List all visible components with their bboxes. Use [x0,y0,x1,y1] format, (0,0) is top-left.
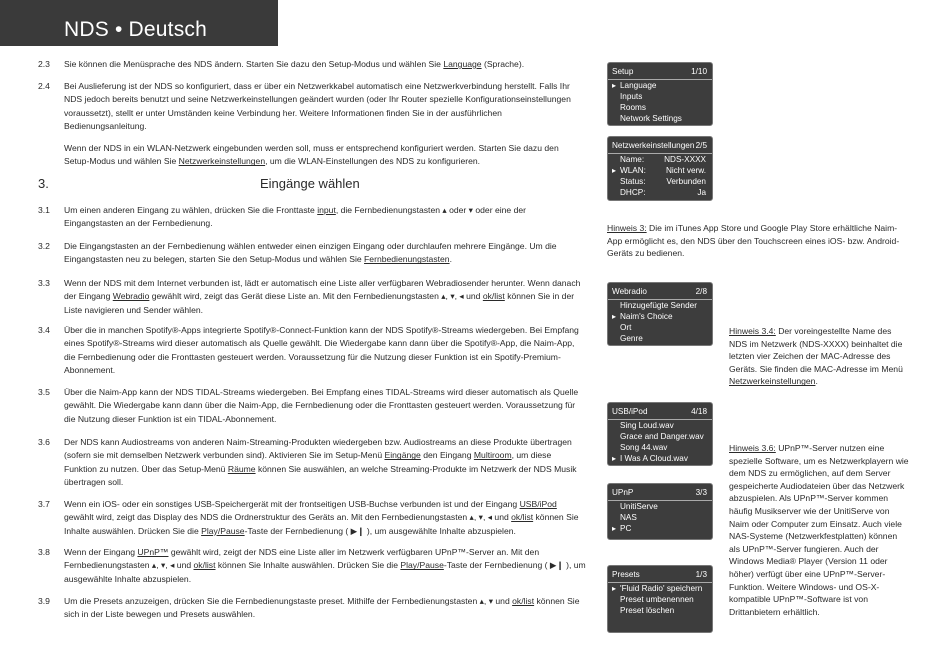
paragraph-text: Bei Auslieferung ist der NDS so konfiguriert, dass er über ein Netzwerkkabel automatisch eine Netzwerkverbindung herstellt. Falls Ihr NDS jedoch bereits benutzt und seine Netzwerkeinstellungen geändert wurden (oder Ihr Router spezielle Konfigurationseinstellungen voraussetzt), stellt er unter Umständen keine Verbindung her. Weitere Informationen finden Sie in der ausführlichen Bedienungsanleitung. [64,81,571,132]
menu-item: ▸ Language [608,80,712,91]
ok-list-link: ok/list [512,596,535,606]
upnp-link: UPnP™ [137,547,169,557]
menu-item: Hinzugefügte Sender [620,301,697,310]
paragraph-text: gewählt wird, zeigt das Display des NDS die Ordnerstruktur des Geräts an. Mit den Fernbedienungstasten ▴, ▾, ◂ und [64,512,512,523]
menu-item: Genre [620,334,643,343]
rooms-link: Räume [227,463,256,474]
paragraph-number: 3.6 [38,437,50,447]
paragraph-text: -Taste der Fernbedienung ( ▶❙ ), um ausgewählte Inhalte abzuspielen. [244,525,516,536]
menu-item: ▸ 'Fluid Radio' speichern [608,583,712,594]
menu-item: Inputs [620,92,643,101]
paragraph-text: können Sie Inhalte auswählen. Drücken Sie die [64,512,579,536]
menu-item: UnitiServe [620,502,658,511]
screen-page: 2/5 [695,141,707,150]
play-pause-link: Play/Pause [400,560,444,571]
setting-key: Status: [620,177,646,186]
remote-keys-link: Fernbedienungstasten [364,254,450,265]
note-3 [607,222,907,260]
paragraph-number: 3.7 [38,499,50,509]
usb-ipod-screen [607,402,713,466]
paragraph-text: Sie können die Menüsprache des NDS ändern. Starten Sie dazu den Setup-Modus und wählen Sie [64,59,444,69]
note-label: Hinweis 3.4: [729,326,776,336]
paragraph-text: können Sie Inhalte auswählen. Drücken Sie die [215,560,401,571]
multiroom-link: Multiroom [473,450,512,461]
menu-item: ▸ I Was A Cloud.wav [608,453,712,464]
section-number: 3. [38,176,49,191]
screen-title: Netzwerkeinstellungen [612,141,695,150]
paragraph-text: gewählt wird, zeigt der NDS eine Liste aller im Netzwerk verfügbaren UPnP™-Server an. Mit den Fernbedienungstasten ▴, ▾, ◂ und [64,547,540,571]
webradio-screen [607,282,713,346]
paragraph-text: Um die Presets anzuzeigen, drücken Sie die Fernbedienungstaste preset. Mithilfe der Fernbedienungstasten ▴, ▾ und [64,596,513,606]
paragraph-number: 3.8 [38,547,50,557]
screen-title: Setup [612,67,634,76]
note-text: Der voreingestellte Name des NDS im Netzwerk (NDS-XXXX) beinhaltet die letzten vier Zeichen der MAC-Adresse des Geräts. Sie finden die MAC-Adresse im Menü [729,326,903,374]
paragraph-text: . [449,254,452,265]
paragraph-text: , die Fernbedienungstasten ▴ oder ▾ oder eine der Eingangstasten an der Fernbedienung. [64,205,527,229]
menu-item: Preset löschen [620,606,675,615]
menu-item: Song 44.wav [620,443,668,452]
paragraph-text: gewählt wird, zeigt das Gerät diese Liste an. Mit den Fernbedienungstasten ▴, ▾, ◂ und [149,291,483,302]
menu-item: Network Settings [620,114,682,123]
network-settings-link: Netzwerkeinstellungen [178,156,266,167]
note-label: Hinweis 3: [607,223,647,233]
screen-page: 1/10 [691,67,707,76]
screen-page: 2/8 [695,287,707,296]
note-3-4 [729,325,907,388]
note-text: . [815,376,818,387]
menu-item: Sing Loud.wav [620,421,674,430]
paragraph-text: (Sprache). [481,59,525,69]
presets-screen [607,565,713,633]
play-pause-link: Play/Pause [201,525,245,536]
paragraph-text: Um einen anderen Eingang zu wählen, drücken Sie die Fronttaste [64,205,318,215]
setup-screen [607,62,713,126]
paragraph-text: Über die in manchen Spotify®-Apps integrierte Spotify®-Connect-Funktion kann der NDS Spotify®-Streams wiedergeben. Bei Empfang eines Spotify®-Streams wird dieser automatisch als Quelle gewählt. Die Wiedergabe kann dann über die Spotify®-App, die Naim-App, die Fernbedienung oder die Fronttasten gesteuert werden. Voraussetzung für die Nutzung dieser Funktion ist ein Spotify-Premium-Abonnement. [64,325,579,376]
paragraph-number: 2.3 [38,59,50,69]
section-title: Eingänge wählen [260,176,360,191]
paragraph-text: Wenn ein iOS- oder ein sonstiges USB-Speichergerät mit der frontseitigen USB-Buchse verbunden ist und der Eingang [64,499,520,509]
setting-value: Verbunden [666,177,706,186]
paragraph-text: Die Eingangstasten an der Fernbedienung wählen entweder einen einzigen Eingang oder durchlaufen mehrere Eingänge. Um die Eingangstasten neu zu belegen, starten Sie den Setup-Modus und wählen Sie [64,241,557,265]
ok-list-link: ok/list [482,291,505,302]
paragraph-number: 2.4 [38,81,50,91]
webradio-link: Webradio [112,291,150,302]
setting-key: DHCP: [620,188,646,197]
setting-value: Nicht verw. [665,166,706,175]
menu-item: Ort [620,323,632,332]
screen-title: Webradio [612,287,647,296]
paragraph-text: den Eingang [420,450,474,461]
network-settings-screen [607,136,713,201]
menu-item: Preset umbenennen [620,595,694,604]
paragraph-text: können Sie in der Liste navigieren und Sender wählen. [64,291,575,315]
menu-item: NAS [620,513,637,522]
usb-ipod-link: USB/iPod [519,499,557,509]
ok-list-link: ok/list [193,560,216,571]
paragraph-text: , um diese Funktion zu nutzen. Über das Setup-Menü [64,450,552,474]
paragraph-number: 3.9 [38,596,50,606]
screen-page: 1/3 [695,570,707,579]
paragraph-text: , um die WLAN-Einstellungen des NDS zu konfigurieren. [265,156,481,167]
upnp-screen [607,483,713,540]
setting-value: NDS-XXXX [664,155,706,164]
paragraph-text: können Sie sich in der Liste bewegen und Presets auswählen. [64,596,580,620]
menu-item: Grace and Danger.wav [620,432,704,441]
menu-item: ▸ PC [608,523,712,534]
paragraph-text: Der NDS kann Audiostreams von anderen Naim-Streaming-Produkten wiedergeben bzw. Audiostreams an diese Produkte übertragen (sofern sie mit demselben Netzwerk verbunden sind). Aktivieren Sie im Setup-Menü [64,437,572,461]
screen-page: 3/3 [695,488,707,497]
note-text: UPnP™-Server nutzen eine spezielle Software, um es Netzwerkplayern wie dem NDS zu ermöglichen, auf dem Server gespeicherte Audiodateien über das Netzwerk abzuspielen. Als UPnP™-Server kommen häufig Musikserver wie der UnitiServe von Naim oder Computer zum Einsatz. Auch viele NAS-Systeme (Netzwerkfestplatten) können als UPnP™-Server fungieren. Auch der Windows Media® Player (Version 11 oder höher) verfügt über eine UPnP™-Server-Funktion. Weitere Windows- und OS-X-kompatible UPnP™-Software ist von Drittanbietern erhältlich. [729,443,909,617]
setting-key: Name: [620,155,645,164]
setting-value: Ja [697,188,706,197]
screen-title: UPnP [612,488,634,497]
paragraph-number: 3.5 [38,387,50,397]
menu-item: ▸ Naim's Choice [608,311,712,322]
paragraph-text: -Taste der Fernbedienung ( ▶❙ ), um ausgewählte Inhalte abzuspielen. [64,560,586,584]
ok-list-link: ok/list [511,512,534,523]
paragraph-text: Wenn der NDS in ein WLAN-Netzwerk eingebunden werden soll, muss er entsprechend konfiguriert werden. Starten Sie dazu den Setup-Modus und wählen Sie [64,143,559,167]
paragraph-number: 3.2 [38,241,50,251]
paragraph-text: Über die Naim-App kann der NDS TIDAL-Streams wiedergeben. Bei Empfang eines TIDAL-Streams wird dieser automatisch als Quelle gewählt. Die Wiedergabe kann dann über die Naim-App, die Fernbedienung oder die Fronttasten gesteuert werden. Voraussetzung für die Nutzung dieser Funktion ist ein TIDAL-Abonnement. [64,387,579,424]
inputs-link: Eingänge [384,450,421,461]
paragraph-number: 3.4 [38,325,50,335]
paragraph-text: Wenn der Eingang [64,547,138,557]
note-text: Die im iTunes App Store und Google Play Store erhältliche Naim-App ermöglicht es, den NDS über den Touchscreen eines iOS- bzw. Android-Geräts zu bedienen. [607,223,900,259]
note-label: Hinweis 3.6: [729,443,776,453]
screen-title: Presets [612,570,640,579]
paragraph-text: Wenn der NDS mit dem Internet verbunden ist, lädt er automatisch eine Liste aller verfügbaren Webradiosender herunter. Wenn danach der Eingang [64,278,581,302]
screen-title: USB/iPod [612,407,648,416]
language-link: Language [443,59,482,69]
input-link: input [317,205,336,215]
setting-key: ▸ WLAN: [620,166,646,175]
network-settings-link: Netzwerkeinstellungen [729,376,816,387]
paragraph-text: können Sie auswählen, an welche Streaming-Produkte im Netzwerk der NDS Musik übertragen soll. [64,463,577,488]
paragraph-number: 3.3 [38,278,50,288]
paragraph-number: 3.1 [38,205,50,215]
page-header [0,0,278,46]
note-3-6 [729,442,909,618]
page-title: NDS • Deutsch [64,18,207,41]
screen-page: 4/18 [691,407,707,416]
menu-item: Rooms [620,103,646,112]
